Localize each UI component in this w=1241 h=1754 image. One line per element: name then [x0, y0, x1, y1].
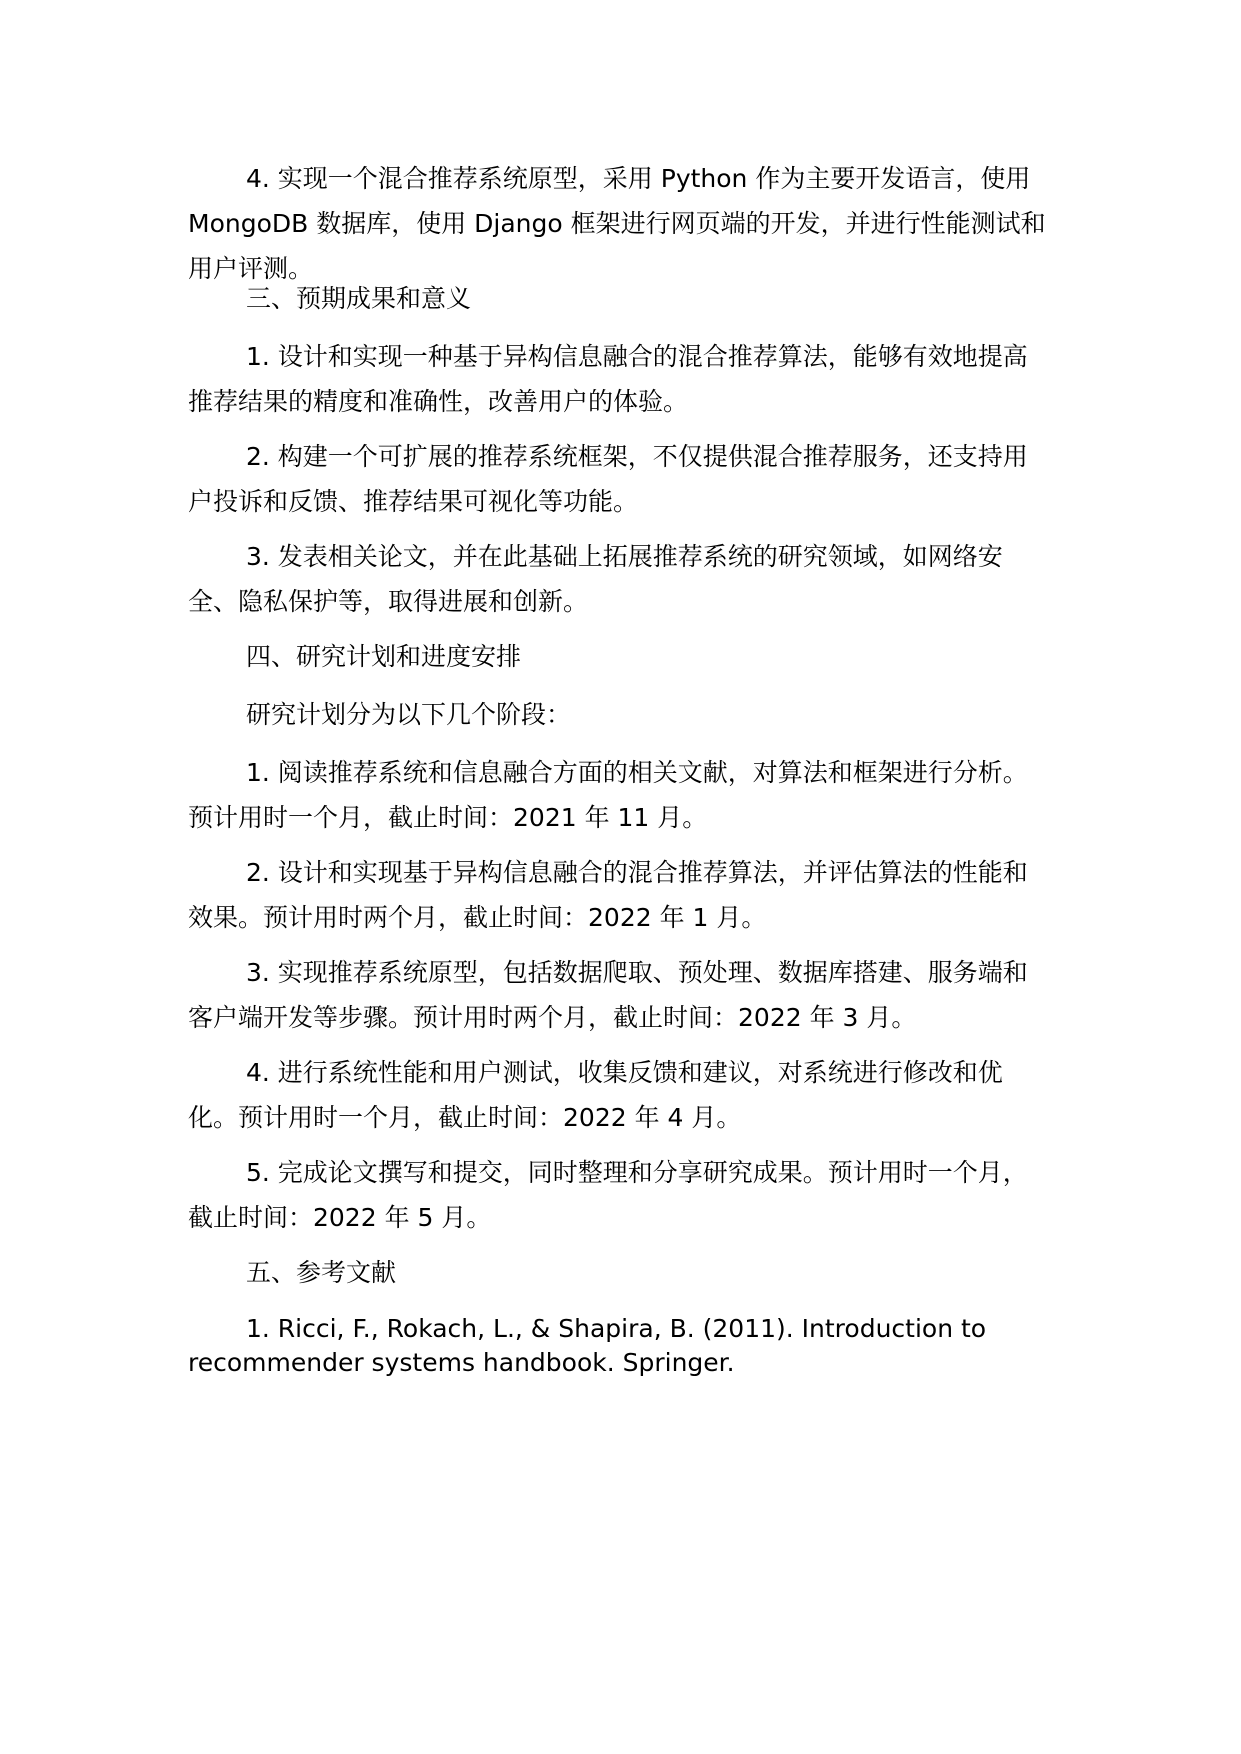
list-item-plan-5: 5. 完成论文撰写和提交，同时整理和分享研究成果。预计用时一个月，截止时间：2022 年 5 月。	[188, 1158, 1028, 1232]
list-item-result-2: 2. 构建一个可扩展的推荐系统框架，不仅提供混合推荐服务，还支持用户投诉和反馈、推荐结果可视化等功能。	[188, 442, 1028, 516]
reference-item-1: 1. Ricci, F., Rokach, L., & Shapira, B. (2011). Introduction to recommender systems handbook. Springer.	[188, 1314, 987, 1377]
section-heading-references: 五、参考文献	[246, 1258, 397, 1287]
list-item-result-1: 1. 设计和实现一种基于异构信息融合的混合推荐算法，能够有效地提高推荐结果的精度和准确性，改善用户的体验。	[188, 342, 1028, 416]
list-item-prototype-implementation: 4. 实现一个混合推荐系统原型，采用 Python 作为主要开发语言，使用 MongoDB 数据库，使用 Django 框架进行网页端的开发，并进行性能测试和用户评测。	[188, 164, 1046, 283]
section-heading-expected-results: 三、预期成果和意义	[246, 284, 472, 313]
list-item-plan-4: 4. 进行系统性能和用户测试，收集反馈和建议，对系统进行修改和优化。预计用时一个月，截止时间：2022 年 4 月。	[188, 1058, 1003, 1132]
list-item-plan-2: 2. 设计和实现基于异构信息融合的混合推荐算法，并评估算法的性能和效果。预计用时两个月，截止时间：2022 年 1 月。	[188, 858, 1028, 932]
section-heading-research-plan: 四、研究计划和进度安排	[246, 642, 522, 671]
list-item-plan-3: 3. 实现推荐系统原型，包括数据爬取、预处理、数据库搭建、服务端和客户端开发等步骤。预计用时两个月，截止时间：2022 年 3 月。	[188, 958, 1028, 1032]
list-item-result-3: 3. 发表相关论文，并在此基础上拓展推荐系统的研究领域，如网络安全、隐私保护等，取得进展和创新。	[188, 542, 1003, 616]
list-item-plan-1: 1. 阅读推荐系统和信息融合方面的相关文献，对算法和框架进行分析。预计用时一个月，截止时间：2021 年 11 月。	[188, 758, 1028, 832]
plan-intro: 研究计划分为以下几个阶段：	[246, 700, 572, 729]
